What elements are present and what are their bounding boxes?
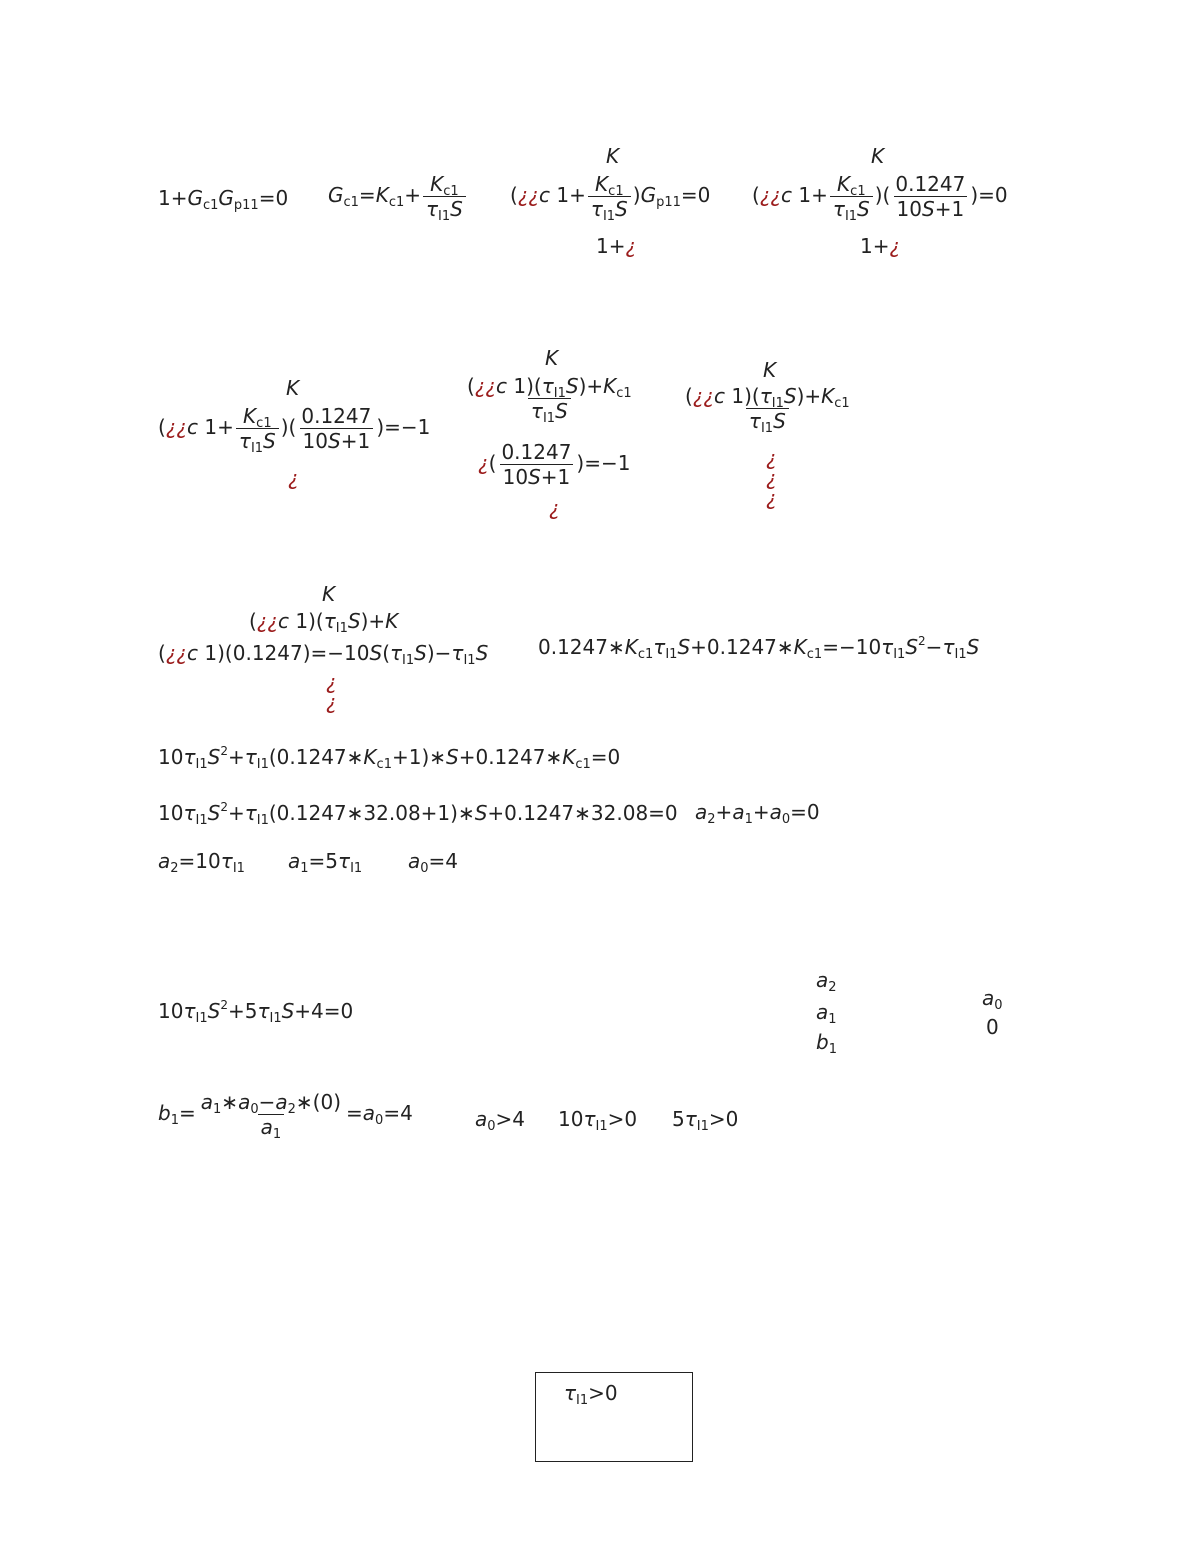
row2-c-mark-2: ¿	[766, 466, 777, 490]
row2-a-bottom: ¿	[288, 466, 299, 490]
eq-substituted: (¿¿c 1+ $\frac{K_{c1}}{\tau_{I1}S}$ )$G_{p11}=0$	[510, 172, 711, 224]
row2-c-mark-1: ¿	[766, 446, 777, 470]
eq-d-bottom: 1+¿	[860, 234, 901, 258]
row2-c-top: K	[763, 358, 777, 382]
eq-common-denominator: $\frac{(¿¿c 1)(\tau_{I1}S)+K_{c1}}{\tau_{I1}S}$	[467, 374, 632, 426]
eq-expanded: $0.1247∗K_{c1}\tau_{I1}S+0.1247∗K_{c1}=-10\tau_{I1}S^2-\tau_{I1}S$	[538, 634, 980, 662]
eq-fraction-stack: $\frac{(¿¿c 1)(\tau_{I1}S)+K_{c1}}{\tau_{I1}S}$	[685, 384, 850, 436]
eq-polynomial-numeric: $10\tau_{I1}S^2+\tau_{I1}(0.1247∗32.08+1)∗S+0.1247∗32.08=0$	[158, 800, 678, 828]
row2-c-mark-3: ¿	[766, 486, 777, 510]
row2-b-top: K	[545, 346, 559, 370]
row3-a-top: K	[322, 582, 336, 606]
routh-zero: 0	[986, 1015, 999, 1039]
result-text: $\tau_{I1}>0$	[564, 1381, 618, 1408]
eq-c-bottom: 1+¿	[596, 234, 637, 258]
row2-b-bottom: ¿	[549, 496, 560, 520]
eq-d-top: K	[871, 144, 885, 168]
cond-a0: $a_0>4$	[475, 1107, 526, 1134]
eq-with-plant: (¿¿c 1+ $\frac{K_{c1}}{\tau_{I1}S}$ )( $\frac{0.1247}{10S+1}$ )=0	[752, 172, 1008, 224]
coef-a2: $a_2=10\tau_{I1}$	[158, 849, 245, 876]
row3-a-mark-1: ¿	[326, 670, 337, 694]
eq-coefficients-sum: $a_2+a_1+a_0=0$	[695, 800, 820, 827]
row3-a-upper: (¿¿c $1)(\tau_{I1}S)+K$	[249, 609, 399, 636]
eq-b1: $b_1=$ $\frac{a_1∗a_0-a_2∗(0)}{a_1}$ $=a_0=4$	[158, 1090, 413, 1142]
routh-a1: $a_1$	[816, 1000, 837, 1027]
eq-controller: $G_{c1}=K_{c1}+$ $\frac{K_{c1}}{\tau_{I1}S}$	[328, 172, 468, 221]
routh-a0: $a_0$	[982, 986, 1003, 1013]
cond-10tau: $10\tau_{I1}>0$	[558, 1107, 638, 1134]
eq-characteristic: $1+G_{c1}G_{p11}=0$	[158, 186, 289, 213]
row3-a-mark-2: ¿	[326, 690, 337, 714]
cond-5tau: $5\tau_{I1}>0$	[672, 1107, 739, 1134]
result-box	[535, 1372, 693, 1462]
eq-cross-multiplied: (¿¿c $1)(0.1247)=-10S(\tau_{I1}S)-\tau_{I1}S$	[158, 641, 489, 668]
routh-a2: $a_2$	[816, 968, 837, 995]
row2-a-top: K	[286, 376, 300, 400]
eq-c-top: K	[606, 144, 620, 168]
coef-a1: $a_1=5\tau_{I1}$	[288, 849, 363, 876]
eq-equals-minus-one: (¿¿c 1+ $\frac{K_{c1}}{\tau_{I1}S}$ )( $\frac{0.1247}{10S+1}$ )=−1	[158, 404, 431, 456]
eq-polynomial: $10\tau_{I1}S^2+\tau_{I1}(0.1247∗K_{c1}+1)∗S+0.1247∗K_{c1}=0$	[158, 744, 621, 772]
routh-b1: $b_1$	[816, 1030, 837, 1057]
eq-final-polynomial: $10\tau_{I1}S^2+5\tau_{I1}S+4=0$	[158, 998, 354, 1026]
coef-a0: $a_0=4$	[408, 849, 459, 876]
eq-common-main: ¿( $\frac{0.1247}{10S+1}$ )=−1	[478, 440, 631, 489]
